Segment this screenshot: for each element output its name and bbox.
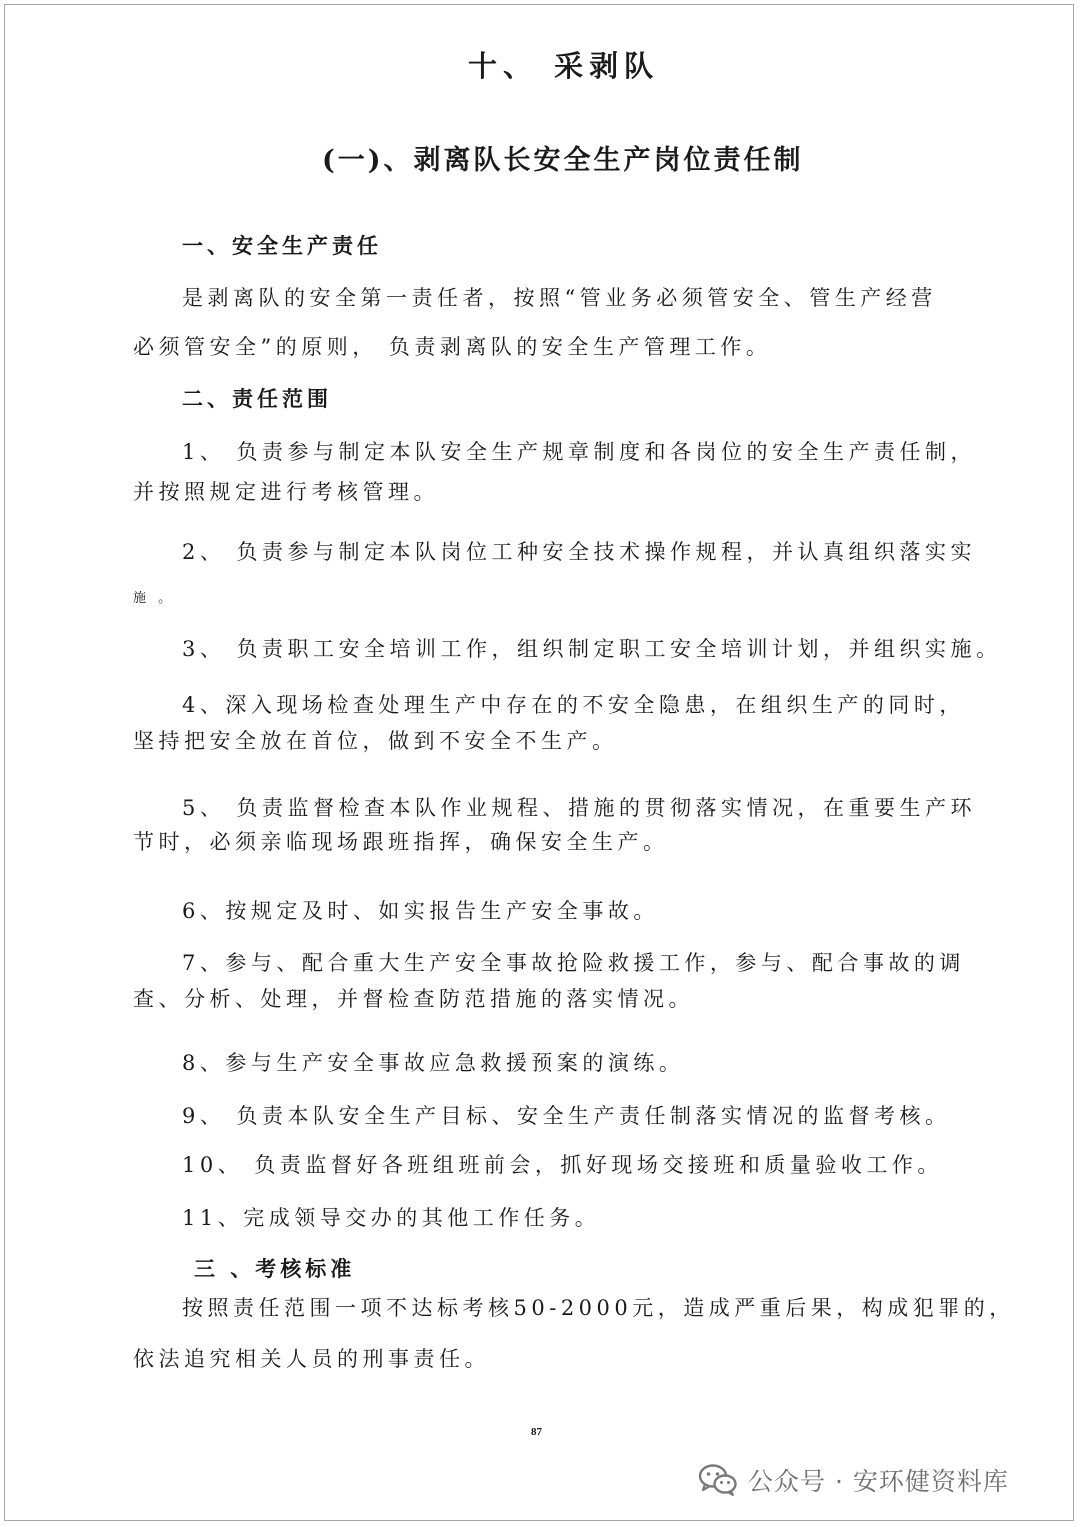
- list-item: 5、 负责监督检查本队作业规程、措施的贯彻落实情况，在重要生产环: [182, 796, 977, 820]
- list-item: 10、 负责监督好各班组班前会，抓好现场交接班和质量验收工作。: [182, 1153, 943, 1177]
- document-title: 十、 采剥队: [468, 49, 660, 83]
- watermark-text: 公众号 · 安环健资料库: [748, 1467, 1009, 1496]
- section-1-line: 必须管安全”的原则， 负责剥离队的安全生产管理工作。: [133, 335, 772, 359]
- list-item: 11、完成领导交办的其他工作任务。: [182, 1206, 601, 1230]
- section-1-line: 是剥离队的安全第一责任者，按照“管业务必须管安全、管生产经营: [182, 286, 937, 310]
- wechat-icon: [698, 1463, 738, 1497]
- list-item: 2、 负责参与制定本队岗位工种安全技术操作规程，并认真组织落实实: [182, 540, 977, 564]
- section-3-line: 依法追究相关人员的刑事责任。: [133, 1347, 490, 1371]
- list-item: 坚持把安全放在首位，做到不安全不生产。: [133, 729, 618, 753]
- list-item: 并按照规定进行考核管理。: [133, 480, 439, 504]
- list-item: 7、参与、配合重大生产安全事故抢险救援工作，参与、配合事故的调: [182, 951, 965, 975]
- list-item: 9、 负责本队安全生产目标、安全生产责任制落实情况的监督考核。: [182, 1104, 951, 1128]
- section-3-heading: 三 、考核标准: [194, 1256, 356, 1281]
- list-item: 节时，必须亲临现场跟班指挥，确保安全生产。: [133, 830, 669, 854]
- section-1-heading: 一、安全生产责任: [182, 233, 382, 258]
- section-2-heading: 二、责任范围: [182, 386, 332, 411]
- section-3-line: 按照责任范围一项不达标考核50-2000元，造成严重后果，构成犯罪的，: [182, 1296, 1015, 1320]
- list-item: 3、 负责职工安全培训工作，组织制定职工安全培训计划，并组织实施。: [182, 637, 1002, 661]
- list-item: 施 。: [133, 591, 176, 606]
- list-item: 6、按规定及时、如实报告生产安全事故。: [182, 899, 659, 923]
- list-item: 4、深入现场检查处理生产中存在的不安全隐患，在组织生产的同时，: [182, 693, 965, 717]
- list-item: 1、 负责参与制定本队安全生产规章制度和各岗位的安全生产责任制，: [182, 440, 977, 464]
- list-item: 查、分析、处理，并督检查防范措施的落实情况。: [133, 987, 694, 1011]
- watermark: [698, 1462, 1009, 1498]
- document-subtitle: (一)、剥离队长安全生产岗位责任制: [322, 145, 804, 176]
- list-item: 8、参与生产安全事故应急救援预案的演练。: [182, 1051, 685, 1075]
- page-number: 87: [531, 1426, 542, 1438]
